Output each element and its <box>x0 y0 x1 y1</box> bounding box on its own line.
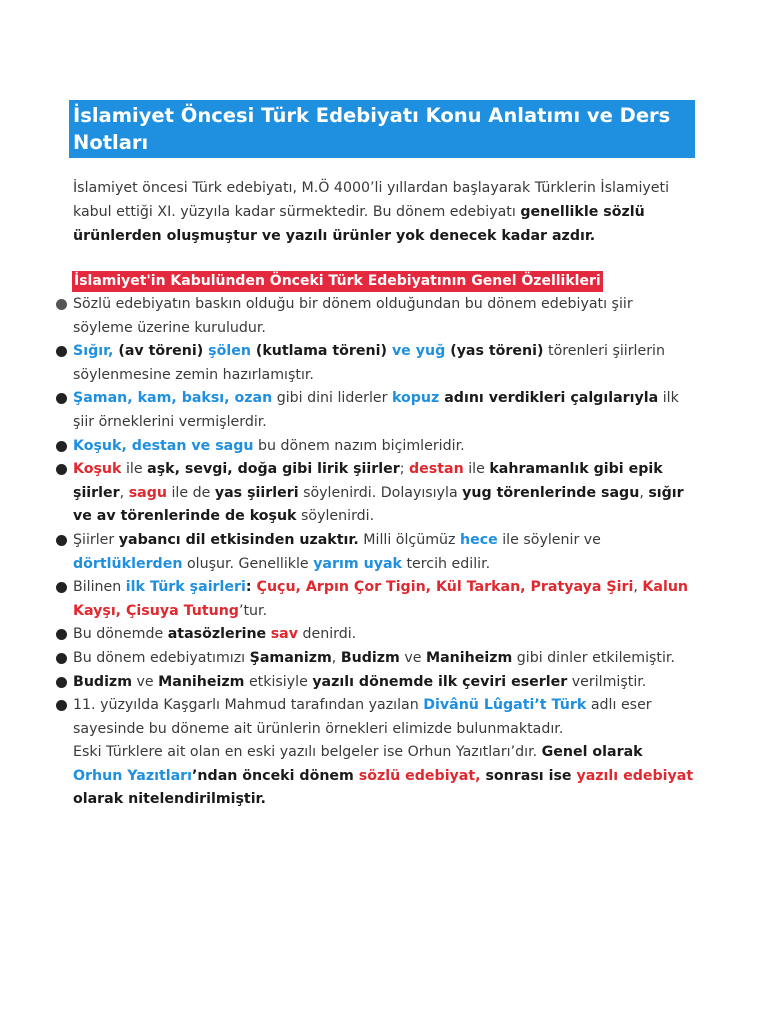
bullet-icon <box>56 582 67 593</box>
text: Bilinen <box>73 579 126 596</box>
bullet-icon <box>56 346 67 357</box>
list-item <box>54 293 694 340</box>
emphasis: Budizm <box>340 649 400 666</box>
section-heading: İslamiyet'in Kabulünden Önceki Türk Edebiyatının Genel Özellikleri <box>72 271 603 292</box>
term: sagu <box>128 484 167 501</box>
emphasis: adını verdikleri çalgılarıyla <box>439 390 659 407</box>
text: verilmiştir. <box>567 673 647 690</box>
emphasis: Budizm <box>73 673 132 690</box>
term: destan <box>409 461 464 478</box>
intro-paragraph <box>73 176 693 248</box>
text: ve <box>399 649 426 666</box>
bullet-icon <box>56 299 67 310</box>
text: denirdi. <box>297 626 357 643</box>
text: ile söylenir ve <box>497 531 601 548</box>
emphasis: Genel olarak <box>541 744 643 761</box>
list-item <box>54 623 694 647</box>
term: Kalun Kayşı, Çisuya Tutung <box>73 579 689 619</box>
text: , <box>639 484 649 501</box>
term: şölen <box>208 343 251 360</box>
emphasis: ’ndan önceki dönem <box>192 767 359 784</box>
text: söylenirdi. Dolayısıyla <box>298 484 463 501</box>
bullet-icon <box>56 441 67 452</box>
bullet-icon <box>56 535 67 546</box>
emphasis: yas şiirleri <box>214 484 299 501</box>
features-list <box>54 293 694 812</box>
term: ve yuğ <box>391 343 446 360</box>
text: Milli ölçümüz <box>358 531 460 548</box>
text: oluşur. Genellikle <box>182 555 314 572</box>
text: ’tur. <box>238 602 268 619</box>
text: tercih edilir. <box>401 555 491 572</box>
term: Divânü Lûgati’t Türk <box>423 697 587 714</box>
intro-bold: genellikle sözlü ürünlerden oluşmuştur ve yazılı ürünler yok denecek kadar azdır. <box>73 204 645 244</box>
emphasis: sığır ve av törenlerinde de koşuk <box>73 484 684 525</box>
list-item <box>54 435 694 459</box>
text: etkisiyle <box>244 673 313 690</box>
term: Şaman, kam, baksı, ozan <box>73 390 273 407</box>
term: Koşuk, destan ve sagu <box>73 437 254 454</box>
term: sav <box>270 626 298 643</box>
emphasis: : <box>245 579 252 596</box>
emphasis: yazılı dönemde ilk çeviri eserler <box>312 673 568 690</box>
bullet-icon <box>56 629 67 640</box>
term: ilk Türk şairleri <box>125 579 246 596</box>
term: dörtlüklerden <box>73 555 183 572</box>
bullet-icon <box>56 393 67 404</box>
term-note: (kutlama töreni) <box>250 343 392 360</box>
text: ile <box>121 461 148 478</box>
term: Koşuk <box>73 461 122 478</box>
emphasis: Maniheizm <box>425 649 513 666</box>
list-item <box>54 529 694 576</box>
text: ile <box>463 461 490 478</box>
text: söylenirdi. <box>296 508 375 525</box>
closing-paragraph <box>54 741 694 812</box>
emphasis: Şamanizm <box>249 649 332 666</box>
list-item <box>54 647 694 671</box>
text: törenleri şiirlerin söylenmesine zemin hazırlamıştır. <box>73 343 665 383</box>
bullet-icon <box>56 700 67 711</box>
term: Sığır, <box>73 343 114 360</box>
text: , <box>119 484 129 501</box>
term: Çuçu, Arpın Çor Tigin, Kül Tarkan, Pratyaya Şiri <box>251 579 634 596</box>
term: sözlü edebiyat, <box>358 767 481 784</box>
emphasis: Maniheizm <box>158 673 245 690</box>
text: , <box>633 579 643 596</box>
text: ve <box>131 673 159 690</box>
list-item <box>54 340 694 387</box>
term-note: (yas töreni) <box>445 343 544 360</box>
text: ; <box>399 461 410 478</box>
list-item <box>54 671 694 695</box>
text: gibi dinler etkilemiştir. <box>512 649 675 666</box>
title-banner <box>69 100 695 158</box>
text: , <box>331 649 341 666</box>
text: Bu dönem edebiyatımızı <box>73 649 250 666</box>
term: yazılı edebiyat <box>576 767 694 784</box>
text: ilk şiir örneklerini vermişlerdir. <box>73 390 679 430</box>
term: yarım uyak <box>313 555 402 572</box>
term: hece <box>459 531 498 548</box>
list-item <box>54 694 694 741</box>
emphasis: yabancı dil etkisinden uzaktır. <box>118 531 359 548</box>
text: Bu dönemde <box>73 626 168 643</box>
list-item <box>54 576 694 623</box>
emphasis: olarak nitelendirilmiştir. <box>73 791 266 808</box>
bullet-icon <box>56 464 67 475</box>
page-title: İslamiyet Öncesi Türk Edebiyatı Konu Anlatımı ve Ders Notları <box>73 104 671 154</box>
emphasis: sonrası ise <box>480 767 577 784</box>
emphasis: kahramanlık gibi epik şiirler <box>73 461 663 501</box>
term-note: (av töreni) <box>113 343 209 360</box>
term: Orhun Yazıtları <box>73 767 193 784</box>
bullet-icon <box>56 653 67 664</box>
bullet-icon <box>56 677 67 688</box>
text: Eski Türklere ait olan en eski yazılı belgeler ise Orhun Yazıtları’dır. <box>73 744 542 761</box>
emphasis: aşk, sevgi, doğa gibi lirik şiirler <box>147 461 400 478</box>
emphasis: yug törenlerinde sagu <box>462 484 640 501</box>
emphasis: atasözlerine <box>167 626 267 643</box>
text: ile de <box>166 484 215 501</box>
list-item <box>54 458 694 529</box>
text: bu dönem nazım biçimleridir. <box>253 437 465 454</box>
text: Sözlü edebiyatın baskın olduğu bir dönem olduğundan bu dönem edebiyatı şiir söyleme üzerine kuruludur. <box>73 296 633 336</box>
text: Şiirler <box>73 531 119 548</box>
list-item <box>54 387 694 434</box>
text: adlı eser sayesinde bu döneme ait ürünlerin örnekleri elimizde bulunmaktadır. <box>73 697 652 737</box>
term: kopuz <box>391 390 440 407</box>
intro-text: İslamiyet öncesi Türk edebiyatı, M.Ö 4000’li yıllardan başlayarak Türklerin İslamiyeti kabul ettiği XI. yüzyıla kadar sürmektedir. Bu dönem edebiyatı <box>73 180 670 220</box>
text: gibi dini liderler <box>272 390 392 407</box>
text: 11. yüzyılda Kaşgarlı Mahmud tarafından yazılan <box>73 697 424 714</box>
